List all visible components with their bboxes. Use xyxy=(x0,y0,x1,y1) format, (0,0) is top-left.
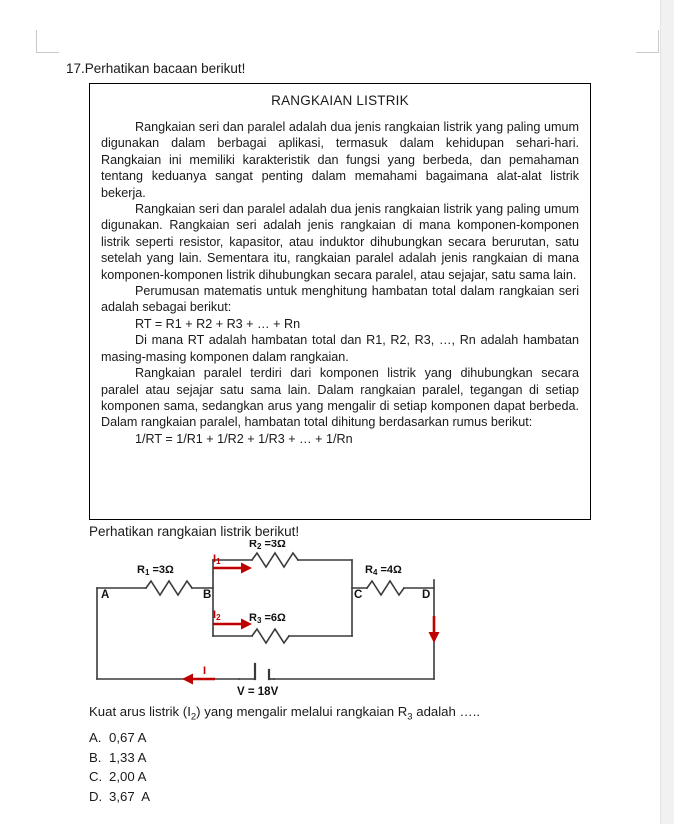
passage-paragraph-3: Perumusan matematis untuk menghitung hambatan total dalam rangkaian seri adalah sebagai berikut: xyxy=(101,284,579,315)
node-label-a: A xyxy=(101,589,110,601)
question-prompt: Perhatikan bacaan berikut! xyxy=(84,61,246,76)
question-number: 17. xyxy=(66,61,85,76)
reading-passage-box xyxy=(89,83,591,520)
current-arrow-d xyxy=(429,616,440,643)
option-a[interactable] xyxy=(89,728,150,748)
question-header xyxy=(66,60,606,77)
option-d[interactable] xyxy=(89,787,150,807)
crop-mark-top-left xyxy=(36,30,59,53)
crop-mark-top-right xyxy=(636,30,659,53)
page-right-edge xyxy=(660,0,674,824)
passage-paragraph-4: Di mana RT adalah hambatan total dan R1, R2, R3, …, Rn adalah hambatan masing-masing komponen dalam rangkaian. xyxy=(101,333,579,364)
option-b-text: 1,33 A xyxy=(109,749,147,765)
passage-paragraph-1: Rangkaian seri dan paralel adalah dua jenis rangkaian listrik yang paling umum digunakan dalam berbagai aplikasi, termasuk dalam kehidupan sehari-hari. Rangkaian ini memiliki karakteristik dan fungsi yang berbeda, dan pemahaman tentang keduanya sangat penting dalam memahami bagaimana alat-alat listrik bekerja. xyxy=(101,120,579,200)
sub-instruction: Perhatikan rangkaian listrik berikut! xyxy=(89,524,300,539)
node-label-c: C xyxy=(354,589,363,601)
current-label-i2: I2 xyxy=(213,609,221,622)
parallel-formula: 1/RT = 1/R1 + 1/R2 + 1/R3 + … + 1/Rn xyxy=(135,431,353,446)
voltage-source-label: V = 18V xyxy=(237,686,279,698)
passage-paragraph-5: Rangkaian paralel terdiri dari komponen listrik yang dihubungkan secara paralel atau sejajar satu sama lain. Dalam rangkaian paralel, tegangan di setiap komponen sama, sedangkan arus yang mengalir di setiap komponen dapat berbeda. Dalam rangkaian paralel, hambatan total dihitung berdasarkan rumus berikut: xyxy=(101,366,579,430)
option-b[interactable] xyxy=(89,748,150,768)
question-stem-sub-1: 2 xyxy=(190,711,197,723)
current-label-i1: I1 xyxy=(213,553,221,566)
series-formula: RT = R1 + R2 + R3 + … + Rn xyxy=(135,316,301,331)
answer-options xyxy=(89,728,150,806)
resistor-label-r2: R2 =3Ω xyxy=(249,540,286,551)
resistor-label-r4: R4 =4Ω xyxy=(365,564,402,577)
question-stem-sub-2: 3 xyxy=(407,711,413,723)
circuit-diagram xyxy=(89,540,489,700)
option-b-letter: B. xyxy=(89,749,102,765)
option-c-text: 2,00 A xyxy=(109,769,147,784)
question-stem-after: ) yang mengalir melalui rangkaian R xyxy=(196,704,408,719)
resistor-label-r3: R3 =6Ω xyxy=(249,612,286,625)
option-c-letter: C. xyxy=(89,769,103,784)
option-a-letter: A. xyxy=(89,730,102,745)
passage-paragraph-2: Rangkaian seri dan paralel adalah dua jenis rangkaian listrik yang paling umum digunakan. Rangkaian seri adalah jenis rangkaian di mana komponen-komponen listrik seperti resistor, kapasitor, atau induktor dihubungkan secara berurutan, satu setelah yang lain. Sementara itu, rangkaian paralel adalah jenis rangkaian di mana komponen-komponen listrik dihubungkan secara paralel, atau sejajar, satu sama lain. xyxy=(101,202,579,282)
question-stem-tail: adalah ….. xyxy=(412,704,481,719)
passage-title: RANGKAIAN LISTRIK xyxy=(271,93,409,108)
node-label-d: D xyxy=(422,589,431,601)
option-a-text: 0,67 A xyxy=(109,730,147,745)
option-c[interactable] xyxy=(89,767,150,787)
option-d-text: 3,67 A xyxy=(109,788,151,804)
question-stem xyxy=(89,703,480,726)
resistor-label-r1: R1 =3Ω xyxy=(137,564,174,577)
current-arrow-i xyxy=(182,674,215,685)
option-d-letter: D. xyxy=(89,788,103,804)
question-stem-before: Kuat arus listrik (I xyxy=(89,704,191,719)
node-label-b: B xyxy=(203,589,212,601)
current-label-i: I xyxy=(203,665,207,677)
